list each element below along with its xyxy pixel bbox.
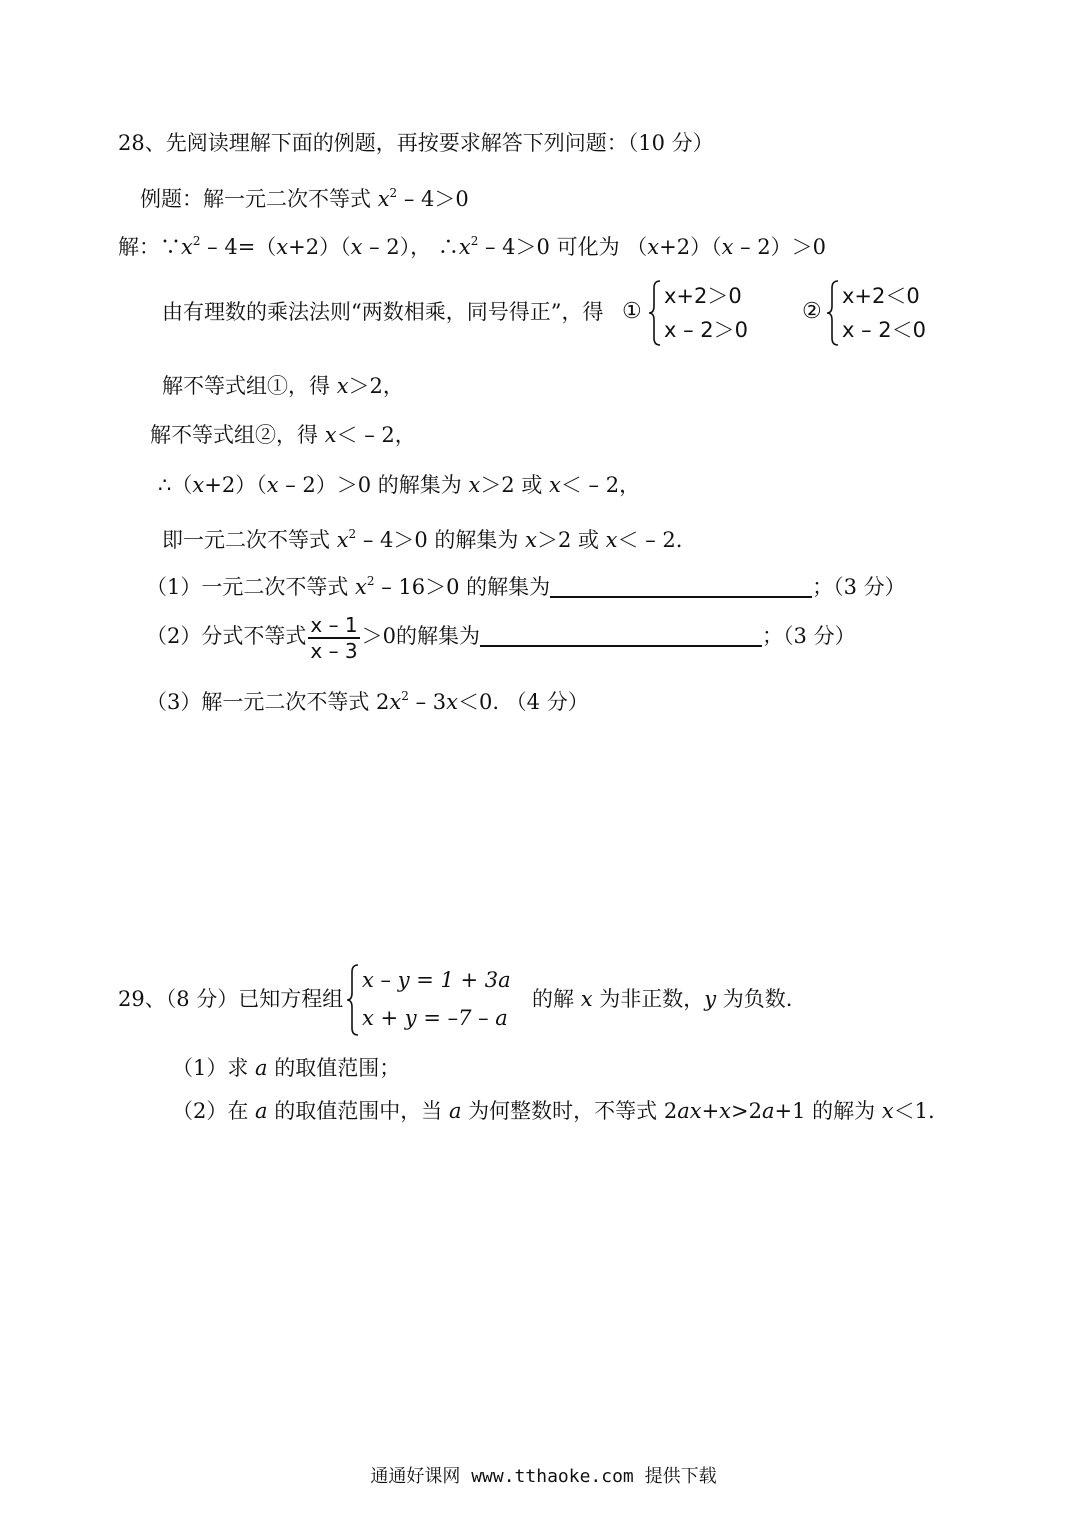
q28-system2-row1: x+2＜0 — [842, 284, 920, 308]
answer-blank[interactable] — [550, 574, 812, 598]
brace-icon — [648, 280, 662, 346]
q28-step2: 解不等式组②，得 x＜ – 2， — [150, 423, 416, 447]
q28-system2 — [826, 280, 946, 346]
q28-system1 — [648, 280, 768, 346]
fraction: $\frac{x - 1}{x - 3}$ — [310, 612, 358, 663]
q28-rule-text: 由有理数的乘法法则“两数相乘，同号得正”，得 — [162, 300, 604, 324]
q28-part3: （3）解一元二次不等式 $2x^2 - 3x<0$. （4 分） — [146, 689, 589, 714]
q28-system1-label: ① — [622, 299, 642, 324]
q28-part1: （1）一元二次不等式 $x^2 - 16>0$ 的解集为 ；（3 分） — [146, 574, 906, 599]
q29-system-row1: x – y = 1 + 3a — [362, 968, 511, 992]
q28-system1-row2: x – 2＞0 — [664, 318, 748, 342]
q29-title-cont: 的解 x 为非正数，y 为负数. — [532, 987, 793, 1011]
q29-system — [346, 964, 526, 1036]
q29-title: 29、（8 分）已知方程组 — [118, 987, 344, 1011]
q28-title: 28、先阅读理解下面的例题，再按要求解答下列问题：（10 分） — [118, 131, 714, 155]
page-footer: 通通好课网 www.tthaoke.com 提供下载 — [370, 1466, 717, 1487]
q29-part2: （2）在 a 的取值范围中，当 a 为何整数时，不等式 2ax+x>2a+1 的解为 x＜1. — [172, 1099, 935, 1123]
q29-system-row2: x + y = –7 – a — [362, 1006, 508, 1030]
q29-part1: （1）求 a 的取值范围； — [172, 1056, 401, 1080]
q28-example: 例题：解一元二次不等式 $x^2 - 4>0$ — [140, 186, 469, 211]
brace-icon — [826, 280, 840, 346]
q28-system2-row2: x – 2＜0 — [842, 318, 926, 342]
q28-part2: （2）分式不等式 $\frac{x - 1}{x - 3}$ ＞0的解集为 ；（3 分） — [146, 612, 856, 663]
answer-blank[interactable] — [480, 623, 762, 647]
q28-system2-label: ② — [802, 299, 822, 324]
q28-step1: 解不等式组①，得 x＞2， — [162, 374, 404, 398]
q28-system1-row1: x+2＞0 — [664, 284, 742, 308]
q28-step4: 即一元二次不等式 $x^2 - 4>0$ 的解集为 x＞2 或 x＜ – 2. — [162, 527, 683, 552]
brace-icon — [346, 964, 360, 1036]
q28-step3: ∴（x+2）（x – 2）＞0 的解集为 x＞2 或 x＜ – 2， — [158, 473, 641, 497]
q28-solution-line: 解：$\because x^2 - 4=(x+2)(x - 2)$， $\therefore x^2 - 4>0$ 可化为 （x+2）（x – 2）＞0 — [118, 234, 826, 259]
